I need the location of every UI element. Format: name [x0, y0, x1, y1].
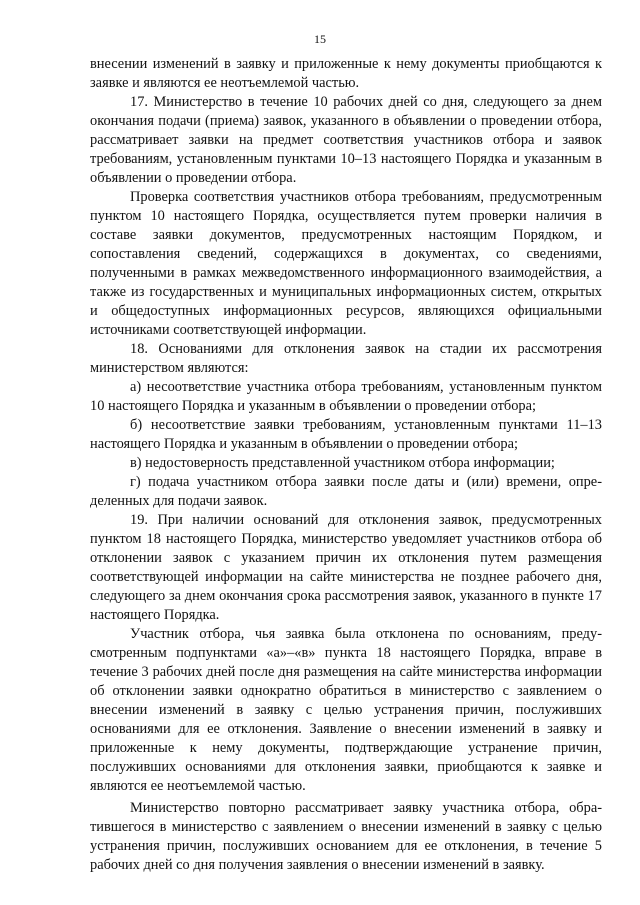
paragraph-item-19: 19. При наличии оснований для отклонения заявок, предусмотренных пунктом 18 настоящего Порядка, министерство уведомляет участников отбора об отклонении заявок с указанием причин их отклонения путем размещения соответствующей информации на сайте министерства не позднее рабочего дня, следующего за днем окончания срока рассмотрения заявок, указанного в пункте 17 настоящего Порядка.	[90, 512, 602, 623]
subitem-g: г) подача участником отбора заявки после даты и (или) времени, определенных для подачи заявок.	[90, 474, 602, 509]
paragraph-verification: Проверка соответствия участников отбора требованиям, предусмотренным пунктом 10 настоящего Порядка, осуществляется путем проверки наличия в составе заявки документов, предусмотренных настоящим Порядком, и сопоставления сведений, содержащихся в документах, со сведениями, полученными в рамках межведомственного информационного взаимодействия, а также из государственных и муниципальных информационных систем, открытых и общедоступных информационных ресурсов, являющихся официальными источниками соответствующей информации.	[90, 189, 602, 338]
paragraph-applicant-rights: Участник отбора, чья заявка была отклонена по основаниям, предусмотренным подпунктами «а»–«в» пункта 18 настоящего Порядка, вправе в течение 3 рабочих дней после дня размещения на сайте министерства информации об отклонении заявки однократно обратиться в министерство с заявлением о внесении изменений в заявку с целью устранения причин, послуживших основаниями для ее отклонения. Заявление о внесении изменений в заявку и приложенные к нему документы, подтверждающие устранение причин, послуживших основаниями для отклонения заявки, приобщаются к заявке и являются ее неотъемлемой частью.	[90, 626, 602, 794]
paragraph-item-17: 17. Министерство в течение 10 рабочих дней со дня, следующего за днем окончания подачи (приема) заявок, указанного в объявлении о проведении отбора, рассматривает заявки на предмет соответствия участников отбора и заявок требованиям, установленным пунктами 10–13 настоящего Порядка и указанным в объявлении о проведении отбора.	[90, 94, 602, 186]
paragraph-continuation: внесении изменений в заявку и приложенные к нему документы приобщаются к заявке и являются ее неотъемлемой частью.	[90, 56, 602, 91]
page-number: 15	[314, 32, 326, 46]
subitem-a: а) несоответствие участника отбора требованиям, установленным пунктом 10 настоящего Порядка и указанным в объявлении о проведении отбора;	[90, 379, 602, 414]
subitem-v: в) недостоверность представленной участником отбора информации;	[130, 455, 555, 471]
subitem-b: б) несоответствие заявки требованиям, установленным пунктами 11–13 настоящего Порядка и указанным в объявлении о проведении отбора;	[90, 417, 602, 452]
paragraph-re-review: Министерство повторно рассматривает заявку участника отбора, обратившегося в министерство с заявлением о внесении изменений в заявку с целью устранения причин, послуживших основанием для ее отклонения, в течение 5 рабочих дней со дня получения заявления о внесении изменений в заявку.	[90, 800, 602, 873]
document-body	[90, 55, 602, 875]
paragraph-item-18: 18. Основаниями для отклонения заявок на стадии их рассмотрения министерством являются:	[90, 341, 602, 376]
